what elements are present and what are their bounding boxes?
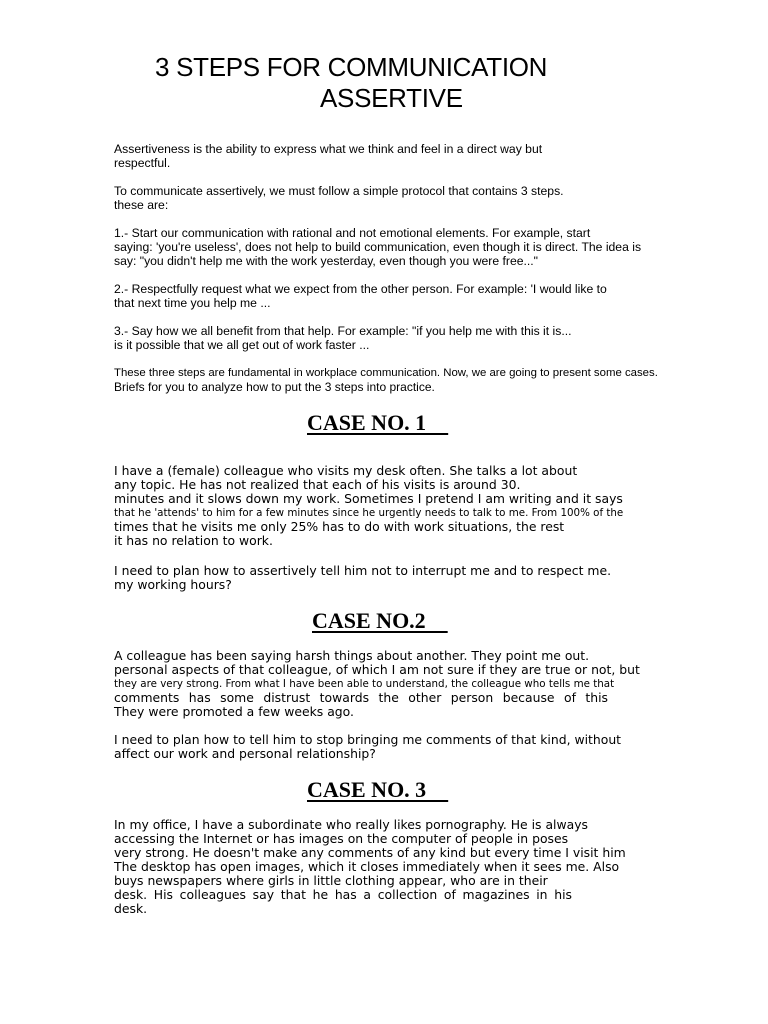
text-line: respectful. (114, 156, 171, 170)
text-line: comments has some distrust towards the other person because of this (114, 690, 608, 705)
text-line: In my office, I have a subordinate who really likes pornography. He is always (114, 817, 588, 832)
text-line: 2.- Respectfully request what we expect from the other person. For example: 'I would like to (114, 282, 607, 296)
text-line: very strong. He doesn't make any comments of any kind but every time I visit him (114, 845, 626, 860)
text-line: saying: 'you're useless', does not help to build communication, even though it is direct. The idea is (114, 240, 642, 254)
text-line: buys newspapers where girls in little clothing appear, who are in their (114, 873, 548, 888)
case-2-paragraph-2 (114, 733, 659, 761)
text-line: these are: (114, 198, 169, 212)
case-2-paragraph-1 (114, 649, 659, 719)
text-line: they are very strong. From what I have been able to understand, the colleague who tells me that (114, 678, 615, 690)
text-line: desk. (114, 901, 148, 916)
text-line: personal aspects of that colleague, of which I am not sure if they are true or not, but (114, 662, 640, 677)
text-line: I have a (female) colleague who visits my desk often. She talks a lot about (114, 463, 578, 478)
case-2-heading: CASE NO.2 (312, 608, 448, 633)
text-line: I need to plan how to tell him to stop bringing me comments of that kind, without (114, 732, 622, 747)
text-line: 1.- Start our communication with rational and not emotional elements. For example, start (114, 226, 591, 240)
text-line: is it possible that we all get out of work faster ... (114, 338, 370, 352)
text-line: that next time you help me ... (114, 296, 271, 310)
text-line: times that he visits me only 25% has to do with work situations, the rest (114, 519, 565, 534)
text-line: affect our work and personal relationship? (114, 746, 376, 761)
text-line: 3.- Say how we all benefit from that help. For example: "if you help me with this it is... (114, 324, 572, 338)
text-line: These three steps are fundamental in workplace communication. Now, we are going to present some cases. (114, 367, 658, 379)
closing-paragraph (114, 366, 674, 394)
text-line: say: "you didn't help me with the work yesterday, even though you were free..." (114, 254, 538, 268)
step-1-paragraph (114, 226, 674, 268)
text-line: minutes and it slows down my work. Sometimes I pretend I am writing and it says (114, 491, 623, 506)
step-3-paragraph (114, 324, 674, 352)
case-1-heading: CASE NO. 1 (307, 410, 449, 435)
text-line: it has no relation to work. (114, 533, 273, 548)
document-title-line-2: ASSERTIVE (320, 83, 463, 113)
step-2-paragraph (114, 282, 674, 310)
text-line: that he 'attends' to him for a few minutes since he urgently needs to talk to me. From 100% of the (114, 507, 624, 519)
case-3-heading: CASE NO. 3 (307, 777, 449, 802)
document-title-line-1: 3 STEPS FOR COMMUNICATION (155, 52, 548, 82)
text-line: accessing the Internet or has images on the computer of people in poses (114, 831, 569, 846)
text-line: Assertiveness is the ability to express what we think and feel in a direct way but (114, 142, 543, 156)
case-1-paragraph-2 (114, 564, 659, 592)
text-line: To communicate assertively, we must follow a simple protocol that contains 3 steps. (114, 184, 564, 198)
intro-paragraph-1 (114, 142, 674, 170)
text-line: The desktop has open images, which it closes immediately when it sees me. Also (114, 859, 620, 874)
case-3-paragraph-1 (114, 818, 659, 916)
text-line: desk. His colleagues say that he has a collection of magazines in his (114, 887, 572, 902)
intro-paragraph-2 (114, 184, 674, 212)
text-line: my working hours? (114, 577, 232, 592)
text-line: any topic. He has not realized that each of his visits is around 30. (114, 477, 521, 492)
text-line: A colleague has been saying harsh things about another. They point me out. (114, 648, 590, 663)
text-line: They were promoted a few weeks ago. (114, 704, 354, 719)
text-line: Briefs for you to analyze how to put the 3 steps into practice. (114, 380, 435, 394)
text-line: I need to plan how to assertively tell him not to interrupt me and to respect me. (114, 563, 612, 578)
case-1-paragraph-1 (114, 464, 659, 548)
